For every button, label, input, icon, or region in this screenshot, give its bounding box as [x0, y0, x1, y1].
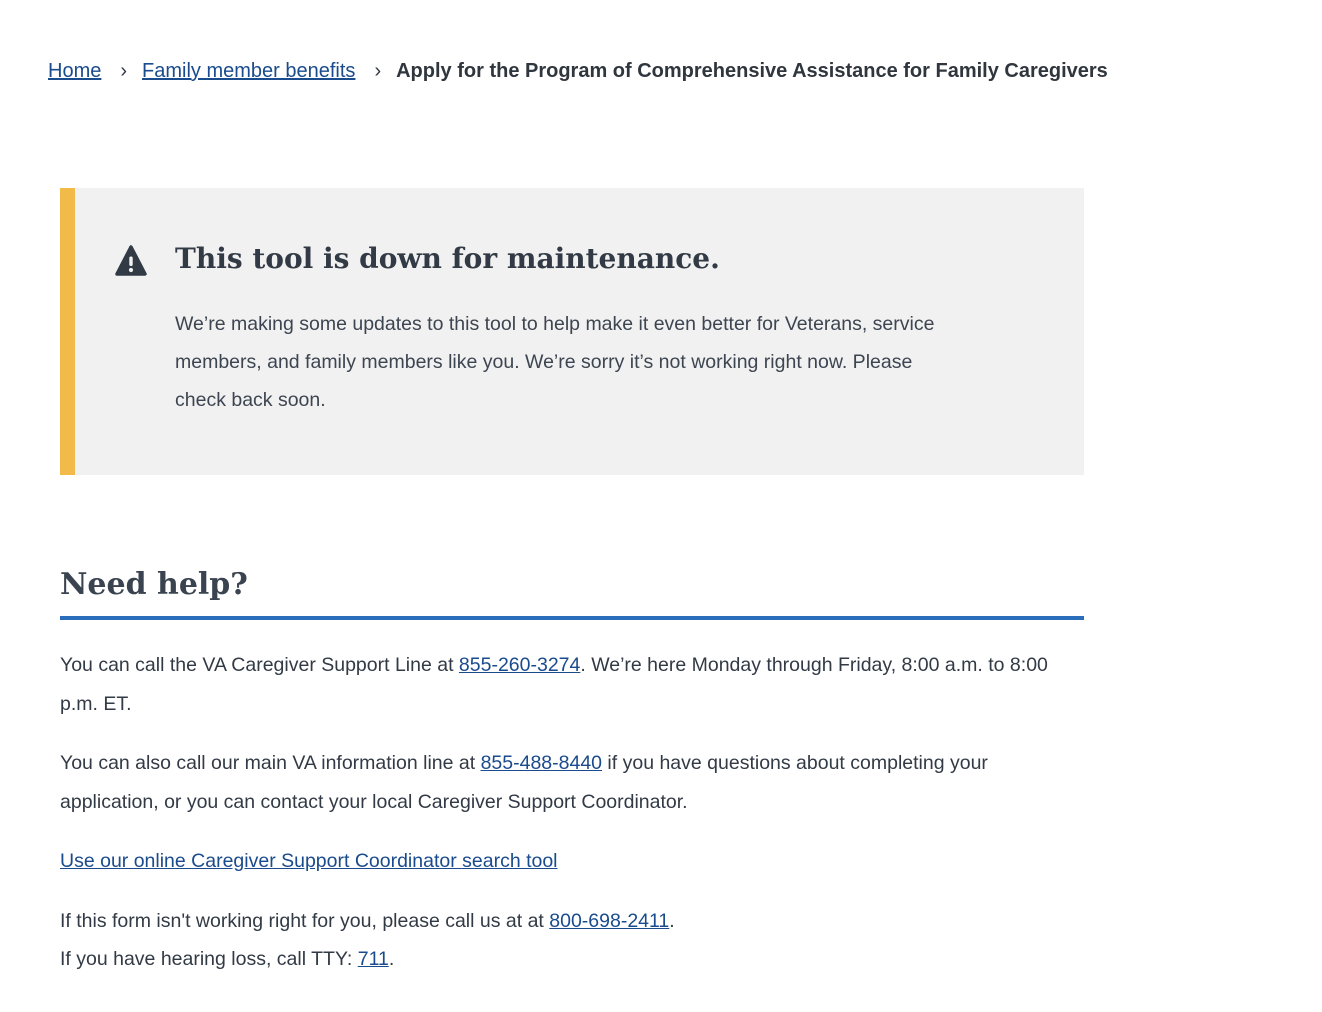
maintenance-alert — [60, 188, 1084, 475]
search-tool-paragraph — [60, 842, 1072, 881]
breadcrumb-separator-icon: › — [374, 60, 382, 82]
phone-link-855-260-3274[interactable]: 855-260-3274 — [458, 654, 581, 676]
breadcrumb — [0, 0, 1322, 85]
caregiver-support-coordinator-search-tool-link[interactable]: Use our online Caregiver Support Coordinator search tool — [60, 850, 558, 872]
text-segment: . — [388, 948, 395, 970]
need-help-heading: Need help? — [60, 567, 1084, 620]
breadcrumb-current-page: Apply for the Program of Comprehensive Assistance for Family Caregivers — [396, 60, 1108, 82]
alert-title: This tool is down for maintenance. — [175, 242, 720, 275]
caregiver-support-line-paragraph — [60, 646, 1072, 723]
text-segment: You can call the VA Caregiver Support Line at — [60, 654, 459, 676]
va-information-line-paragraph — [60, 744, 1072, 821]
text-segment: . — [669, 909, 675, 932]
breadcrumb-link-family-member-benefits[interactable]: Family member benefits — [142, 60, 356, 82]
alert-body-text: We’re making some updates to this tool to help make it even better for Veterans, service members, and family members like you. We’re sorry it’s not working right now. Please check back soon. — [175, 313, 935, 411]
text-segment: If you have hearing loss, call TTY: — [60, 948, 358, 970]
text-segment: if you have questions about completing your application, or you can contact your local Caregiver Support Coordinator. — [60, 752, 988, 813]
form-not-working-paragraph — [60, 902, 1072, 979]
text-segment: If this form isn't working right for you, please call us at at — [60, 909, 550, 932]
phone-link-855-488-8440[interactable]: 855-488-8440 — [480, 752, 603, 774]
need-help-section — [60, 567, 1084, 979]
tty-link-711[interactable]: 711 — [357, 948, 389, 970]
warning-triangle-icon — [115, 244, 147, 278]
phone-link-800-698-2411[interactable]: 800-698-2411 — [549, 909, 670, 932]
breadcrumb-separator-icon: › — [120, 60, 128, 82]
text-segment: . We’re here Monday through Friday, 8:00 a.m. to 8:00 p.m. ET. — [60, 654, 1048, 715]
alert-row — [115, 242, 1044, 419]
breadcrumb-link-home[interactable]: Home — [48, 60, 102, 82]
alert-content — [175, 242, 950, 419]
text-segment: You can also call our main VA information line at — [60, 752, 481, 774]
